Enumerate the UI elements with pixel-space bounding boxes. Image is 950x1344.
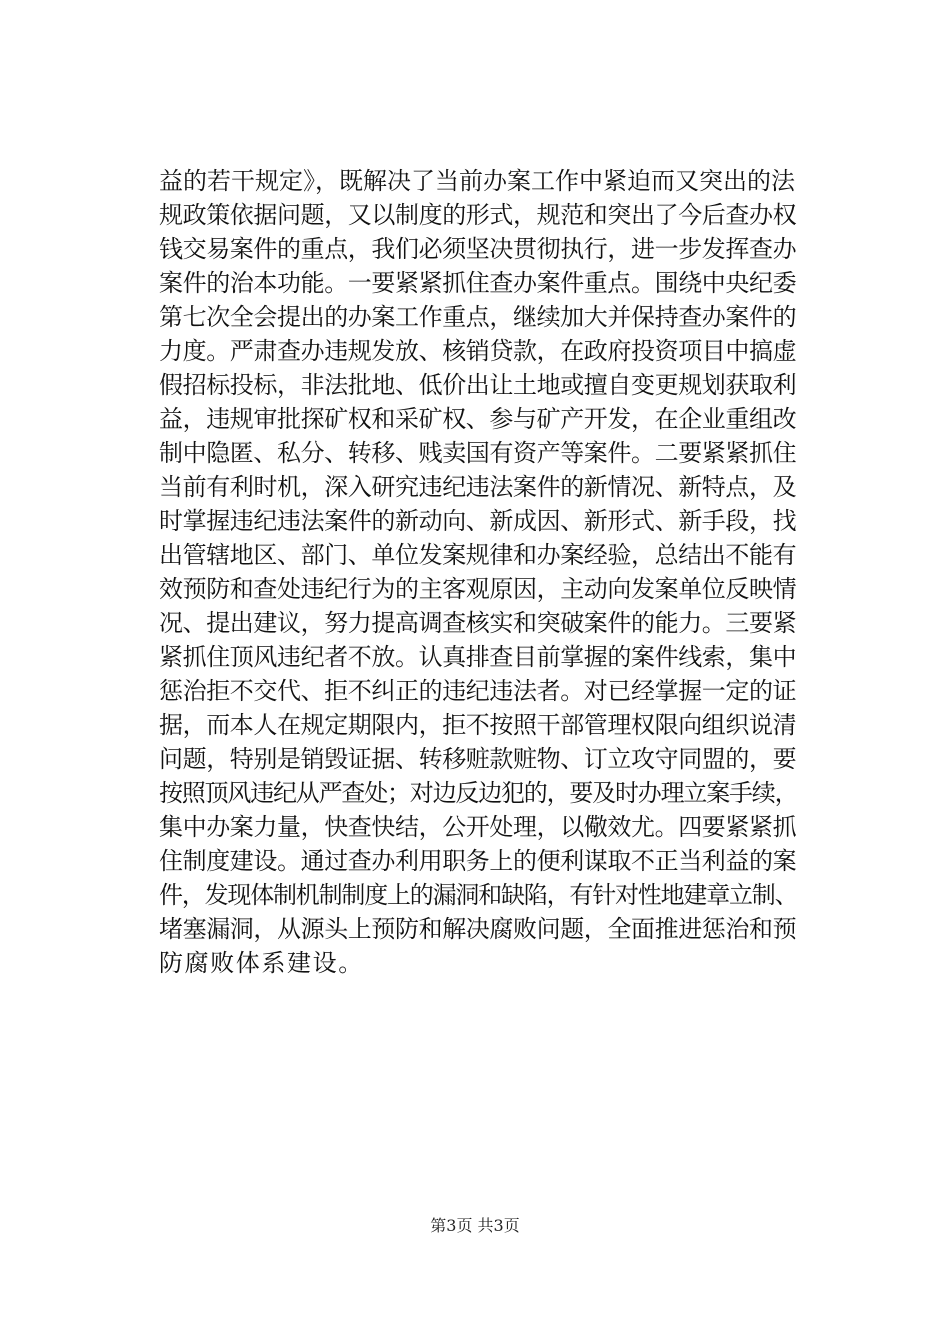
page-number-label: 第3页 共3页: [430, 1216, 520, 1235]
text-line: 益的若干规定》，既解决了当前办案工作中紧迫而又突出的法: [159, 167, 795, 195]
text-line: 堵塞漏洞，从源头上预防和解决腐败问题，全面推进惩治和预: [159, 915, 797, 943]
body-text: [159, 164, 799, 980]
text-line: 效预防和查处违纪行为的主客观原因，主动向发案单位反映情: [159, 575, 797, 603]
text-line: 时掌握违纪违法案件的新动向、新成因、新形式、新手段，找: [159, 507, 797, 535]
text-line: 制中隐匿、私分、转移、贱卖国有资产等案件。二要紧紧抓住: [159, 439, 797, 467]
text-line: 当前有利时机，深入研究违纪违法案件的新情况、新特点，及: [159, 473, 797, 501]
text-line: 况、提出建议，努力提高调查核实和突破案件的能力。三要紧: [159, 609, 797, 637]
page-footer: [0, 1214, 950, 1238]
text-line: 假招标投标，非法批地、低价出让土地或擅自变更规划获取利: [159, 371, 797, 399]
text-line: 力度。严肃查办违规发放、核销贷款，在政府投资项目中搞虚: [159, 337, 797, 365]
text-line: 住制度建设。通过查办利用职务上的便利谋取不正当利益的案: [159, 847, 797, 875]
text-line: 第七次全会提出的办案工作重点，继续加大并保持查办案件的: [159, 303, 797, 331]
text-line: 集中办案力量，快查快结，公开处理，以儆效尤。四要紧紧抓: [159, 813, 797, 841]
text-line: 益，违规审批探矿权和采矿权、参与矿产开发，在企业重组改: [159, 405, 797, 433]
text-line: 据，而本人在规定期限内，拒不按照干部管理权限向组织说清: [159, 711, 797, 739]
text-line: 惩治拒不交代、拒不纠正的违纪违法者。对已经掌握一定的证: [159, 677, 797, 705]
text-line: 防腐败体系建设。: [159, 949, 364, 977]
text-line: 问题，特别是销毁证据、转移赃款赃物、订立攻守同盟的，要: [159, 745, 797, 773]
text-line: 规政策依据问题，又以制度的形式，规范和突出了今后查办权: [159, 201, 797, 229]
text-line: 紧抓住顶风违纪者不放。认真排查目前掌握的案件线索，集中: [159, 643, 797, 671]
text-line: 件，发现体制机制制度上的漏洞和缺陷，有针对性地建章立制、: [159, 881, 798, 909]
text-line: 出管辖地区、部门、单位发案规律和办案经验，总结出不能有: [159, 541, 797, 569]
text-line: 案件的治本功能。一要紧紧抓住查办案件重点。围绕中央纪委: [159, 269, 797, 297]
text-line: 按照顶风违纪从严查处；对边反边犯的，要及时办理立案手续，: [159, 779, 798, 807]
text-line: 钱交易案件的重点，我们必须坚决贯彻执行，进一步发挥查办: [159, 235, 797, 263]
